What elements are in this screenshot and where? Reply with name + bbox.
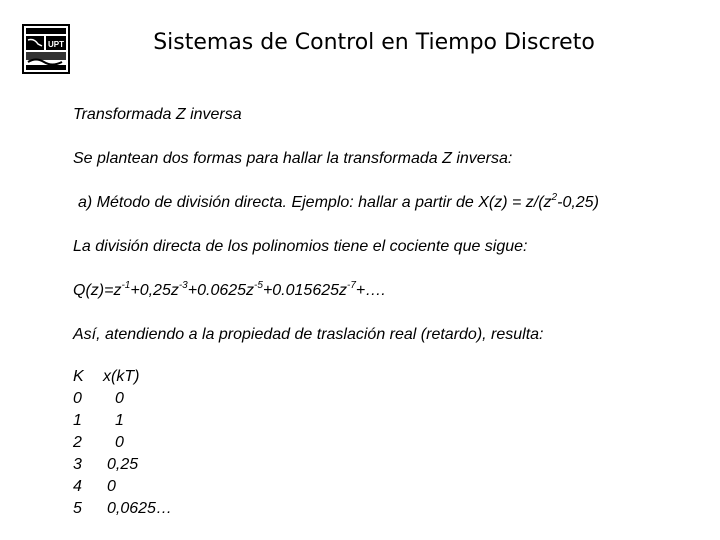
page-title: Sistemas de Control en Tiempo Discreto	[153, 30, 595, 55]
svg-text:UPT: UPT	[48, 40, 64, 49]
table-cell-k: 5	[73, 500, 82, 517]
column-header-xkt: x(kT)	[103, 368, 140, 385]
intro-text: Se plantean dos formas para hallar la transformada Z inversa:	[73, 150, 513, 167]
method-a-text: a) Método de división directa. Ejemplo: hallar a partir de $X(z) = z/(z^2-0,25)$	[78, 192, 599, 211]
section-heading: Transformada Z inversa	[73, 106, 242, 123]
table-cell-value: 1	[115, 412, 124, 429]
quotient-expression: $Q(z)=z^{-1}+0,25z^{-3}+0.0625z^{-5}+0.015625z^{-7}+\dots$.	[73, 280, 386, 299]
table-cell-value: 0,25	[107, 456, 139, 473]
table-cell-k: 1	[73, 412, 82, 429]
table-cell-k: 2	[73, 434, 82, 451]
table-cell-k: 3	[73, 456, 82, 473]
table-cell-value: 0	[115, 434, 124, 451]
table-cell-value: 0,0625…	[107, 500, 172, 517]
result-text: Así, atendiendo a la propiedad de traslación real (retardo), resulta:	[73, 326, 544, 343]
division-text: La división directa de los polinomios tiene el cociente que sigue:	[73, 238, 528, 255]
table-cell-k: 0	[73, 390, 82, 407]
column-header-k: K	[73, 368, 84, 385]
table-cell-value: 0	[107, 478, 116, 495]
table-cell-k: 4	[73, 478, 82, 495]
table-cell-value: 0	[115, 390, 124, 407]
